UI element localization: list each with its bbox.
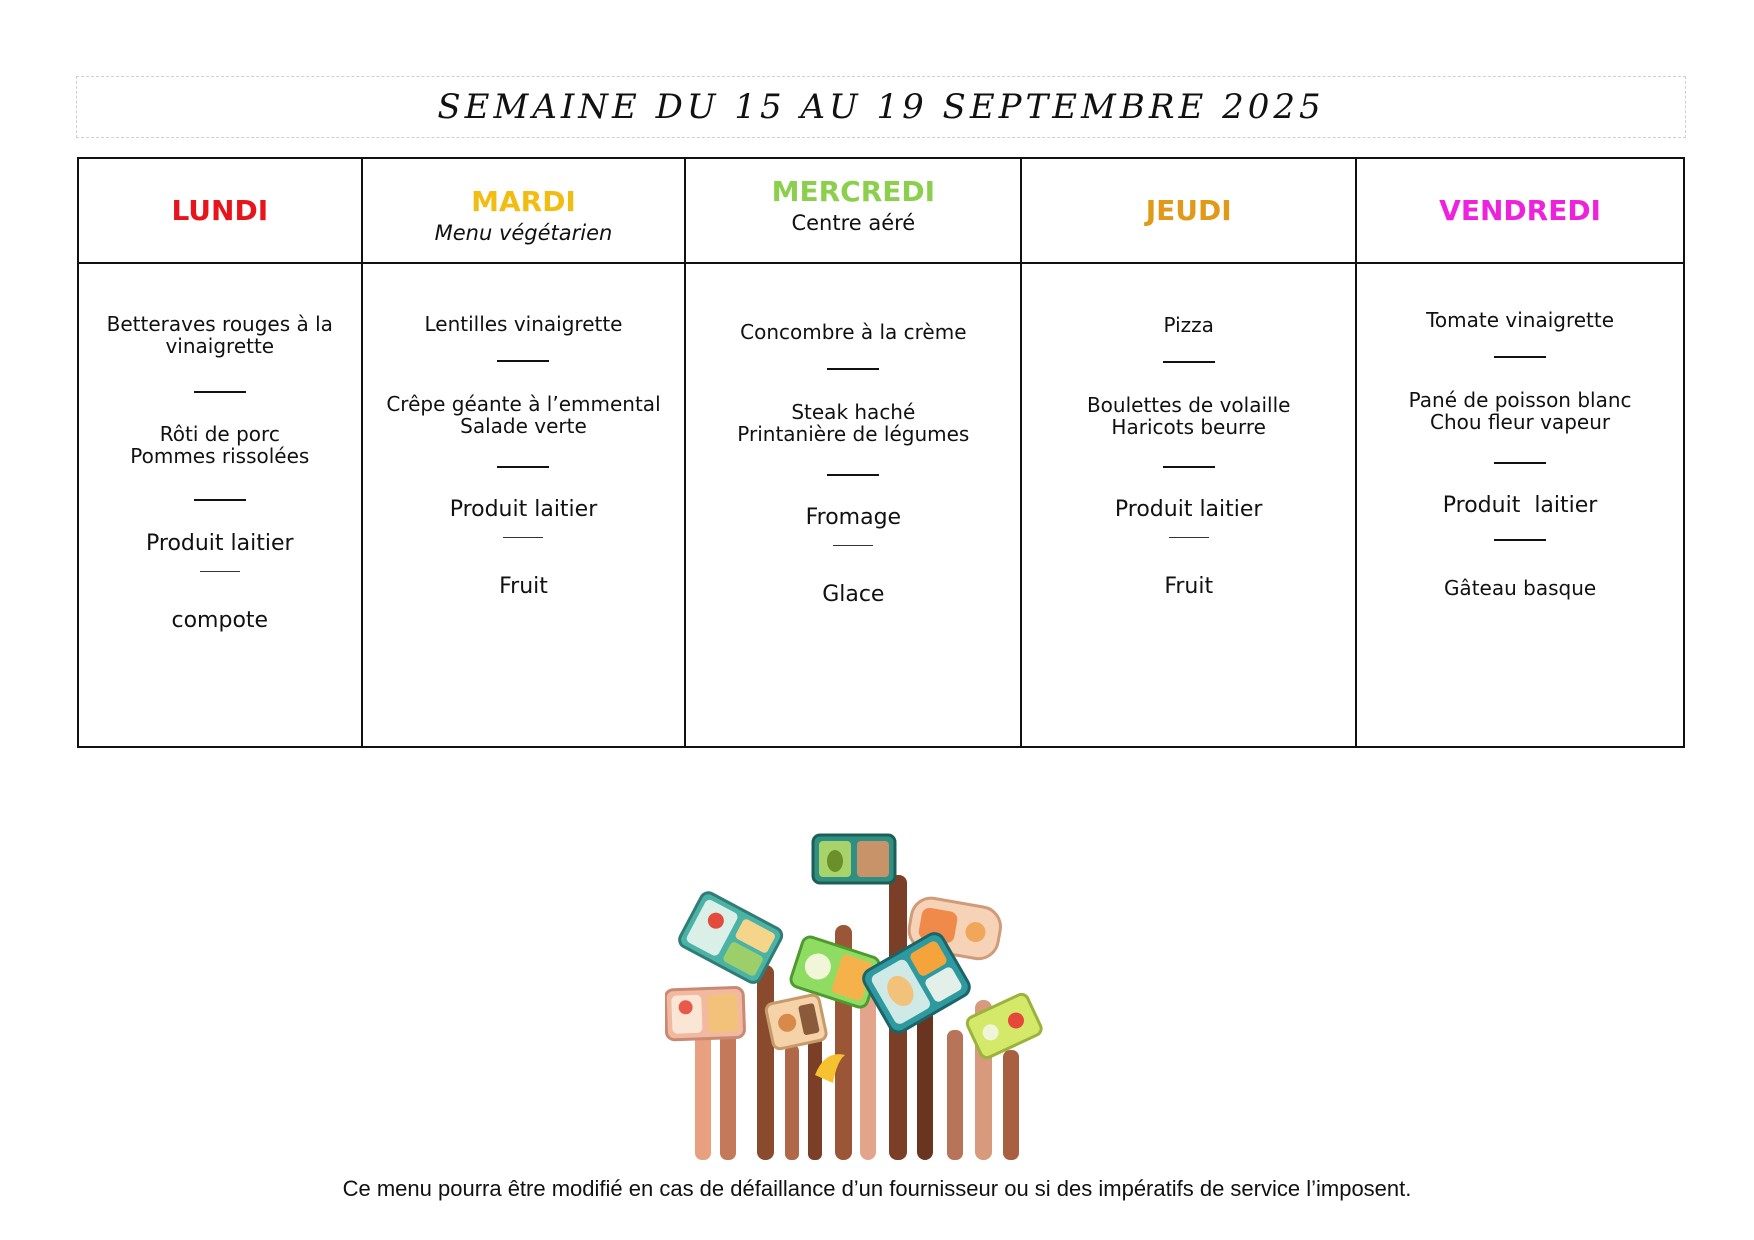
lunchbox-hands-illustration	[665, 825, 1085, 1160]
day-name-mercredi: MERCREDI	[771, 174, 936, 208]
main-2-mardi: Salade verte	[460, 414, 587, 438]
main-1-mercredi: Steak haché	[791, 400, 916, 424]
dessert-lundi: compote	[171, 608, 269, 633]
starter-vendredi: Tomate vinaigrette	[1426, 308, 1615, 332]
dairy-lundi: Produit laitier	[146, 531, 294, 556]
separator	[833, 545, 873, 546]
separator	[1494, 356, 1546, 358]
lunch-box-3	[813, 835, 895, 883]
starter-jeudi: Pizza	[1163, 313, 1214, 337]
starter-mercredi: Concombre à la crème	[740, 320, 967, 344]
day-name-mardi: MARDI	[471, 184, 576, 218]
menu-cell-mercredi	[685, 263, 1021, 747]
weekly-menu-table	[77, 157, 1685, 748]
separator	[503, 537, 543, 538]
subtitle-mardi: Menu végétarien	[434, 220, 613, 245]
main-1-vendredi: Pané de poisson blanc	[1408, 388, 1632, 412]
header-vendredi	[1356, 158, 1684, 263]
day-name-vendredi: VENDREDI	[1439, 193, 1601, 227]
separator	[194, 499, 246, 501]
lunch-box-5	[765, 994, 827, 1050]
separator	[200, 571, 240, 572]
separator	[1163, 466, 1215, 468]
main-2-jeudi: Haricots beurre	[1111, 415, 1266, 439]
title-box	[76, 76, 1686, 138]
header-jeudi	[1021, 158, 1356, 263]
header-row	[78, 158, 1684, 263]
menu-cell-mardi	[362, 263, 686, 747]
lunch-box-1	[665, 987, 745, 1040]
dessert-jeudi: Fruit	[1164, 574, 1214, 599]
dairy-jeudi: Produit laitier	[1114, 497, 1263, 522]
menu-cell-lundi	[78, 263, 362, 747]
separator	[1494, 462, 1546, 464]
dairy-vendredi: Produit laitier	[1442, 493, 1598, 518]
header-mercredi	[685, 158, 1021, 263]
day-name-lundi: LUNDI	[171, 193, 269, 227]
day-name-jeudi: JEUDI	[1145, 193, 1232, 227]
main-2-vendredi: Chou fleur vapeur	[1430, 410, 1611, 434]
header-mardi	[362, 158, 686, 263]
starter-lundi: Betteraves rouges à la vinaigrette	[106, 312, 333, 358]
header-lundi	[78, 158, 362, 263]
dairy-mercredi: Fromage	[805, 505, 902, 530]
page-title: SEMAINE DU 15 AU 19 SEPTEMBRE 2025	[437, 87, 1325, 127]
footer-disclaimer: Ce menu pourra être modifié en cas de défaillance d’un fournisseur ou si des impératifs de service l’imposent.	[342, 1176, 1412, 1201]
menu-cell-jeudi	[1021, 263, 1356, 747]
menu-row	[78, 263, 1684, 747]
separator	[1494, 539, 1546, 541]
dairy-mardi: Produit laitier	[449, 497, 598, 522]
subtitle-mercredi: Centre aéré	[791, 210, 916, 235]
main-1-mardi: Crêpe géante à l’emmental	[386, 392, 661, 416]
dessert-vendredi: Gâteau basque	[1443, 576, 1597, 600]
main-1-jeudi: Boulettes de volaille	[1086, 393, 1291, 417]
dessert-mardi: Fruit	[499, 574, 548, 599]
menu-cell-vendredi	[1356, 263, 1684, 747]
separator	[194, 391, 246, 393]
starter-mardi: Lentilles vinaigrette	[424, 312, 623, 336]
main-2-mercredi: Printanière de légumes	[737, 422, 970, 446]
main-2-lundi: Pommes rissolées	[130, 444, 310, 468]
separator	[497, 360, 549, 362]
separator	[1169, 537, 1209, 538]
separator	[827, 368, 879, 370]
dessert-mercredi: Glace	[822, 582, 885, 607]
separator	[497, 466, 549, 468]
separator	[827, 474, 879, 476]
separator	[1163, 361, 1215, 363]
main-1-lundi: Rôti de porc	[159, 422, 280, 446]
